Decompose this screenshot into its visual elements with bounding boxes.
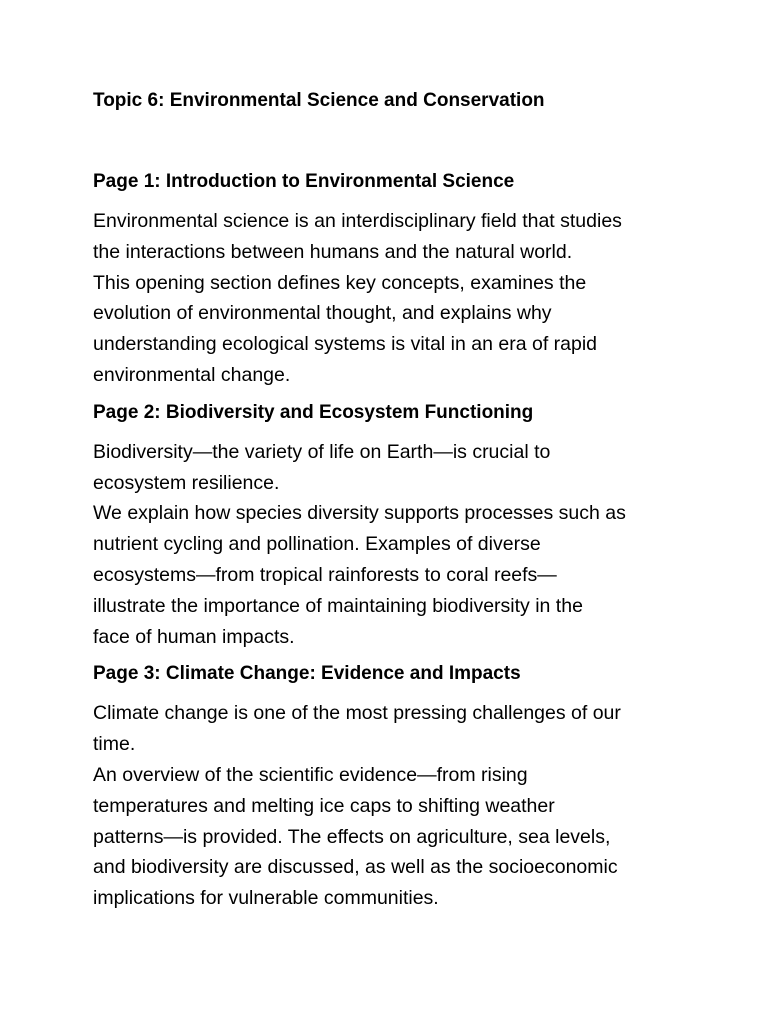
- section-heading: Page 1: Introduction to Environmental Science: [93, 171, 515, 192]
- section-heading: Page 2: Biodiversity and Ecosystem Functioning: [93, 401, 534, 423]
- paragraph-line: This opening section defines key concepts, examines the: [93, 271, 587, 294]
- paragraph-line: understanding ecological systems is vital in an era of rapid: [93, 333, 598, 356]
- topic-title: Topic 6: Environmental Science and Conservation: [93, 90, 545, 111]
- paragraph-line: Climate change is one of the most pressing challenges of our: [93, 702, 621, 725]
- paragraph-line: ecosystem resilience.: [93, 471, 280, 494]
- section-paragraph: [93, 206, 683, 391]
- paragraph-line: illustrate the importance of maintaining biodiversity in the: [93, 594, 583, 617]
- paragraph-line: and biodiversity are discussed, as well as the socioeconomic: [93, 856, 618, 879]
- paragraph-line: environmental change.: [93, 363, 291, 386]
- section-page-3: [93, 661, 683, 914]
- paragraph-line: patterns—is provided. The effects on agriculture, sea levels,: [93, 825, 611, 848]
- section-paragraph: [93, 698, 683, 914]
- paragraph-line: implications for vulnerable communities.: [93, 887, 439, 910]
- section-page-1: [93, 169, 683, 391]
- paragraph-line: ecosystems—from tropical rainforests to coral reefs—: [93, 563, 557, 586]
- section-page-2: [93, 400, 683, 653]
- section-heading: Page 3: Climate Change: Evidence and Impacts: [93, 663, 521, 685]
- paragraph-line: the interactions between humans and the natural world.: [93, 240, 573, 263]
- paragraph-line: temperatures and melting ice caps to shifting weather: [93, 794, 555, 817]
- paragraph-line: We explain how species diversity supports processes such as: [93, 502, 626, 525]
- paragraph-line: Environmental science is an interdisciplinary field that studies: [93, 210, 622, 232]
- paragraph-line: time.: [93, 733, 136, 756]
- section-paragraph: [93, 437, 683, 653]
- paragraph-line: evolution of environmental thought, and explains why: [93, 302, 552, 325]
- paragraph-line: nutrient cycling and pollination. Examples of diverse: [93, 533, 541, 556]
- document-body: [93, 88, 683, 923]
- paragraph-line: face of human impacts.: [93, 625, 295, 648]
- paragraph-line: Biodiversity—the variety of life on Earth—is crucial to: [93, 440, 551, 463]
- paragraph-line: An overview of the scientific evidence—from rising: [93, 763, 528, 786]
